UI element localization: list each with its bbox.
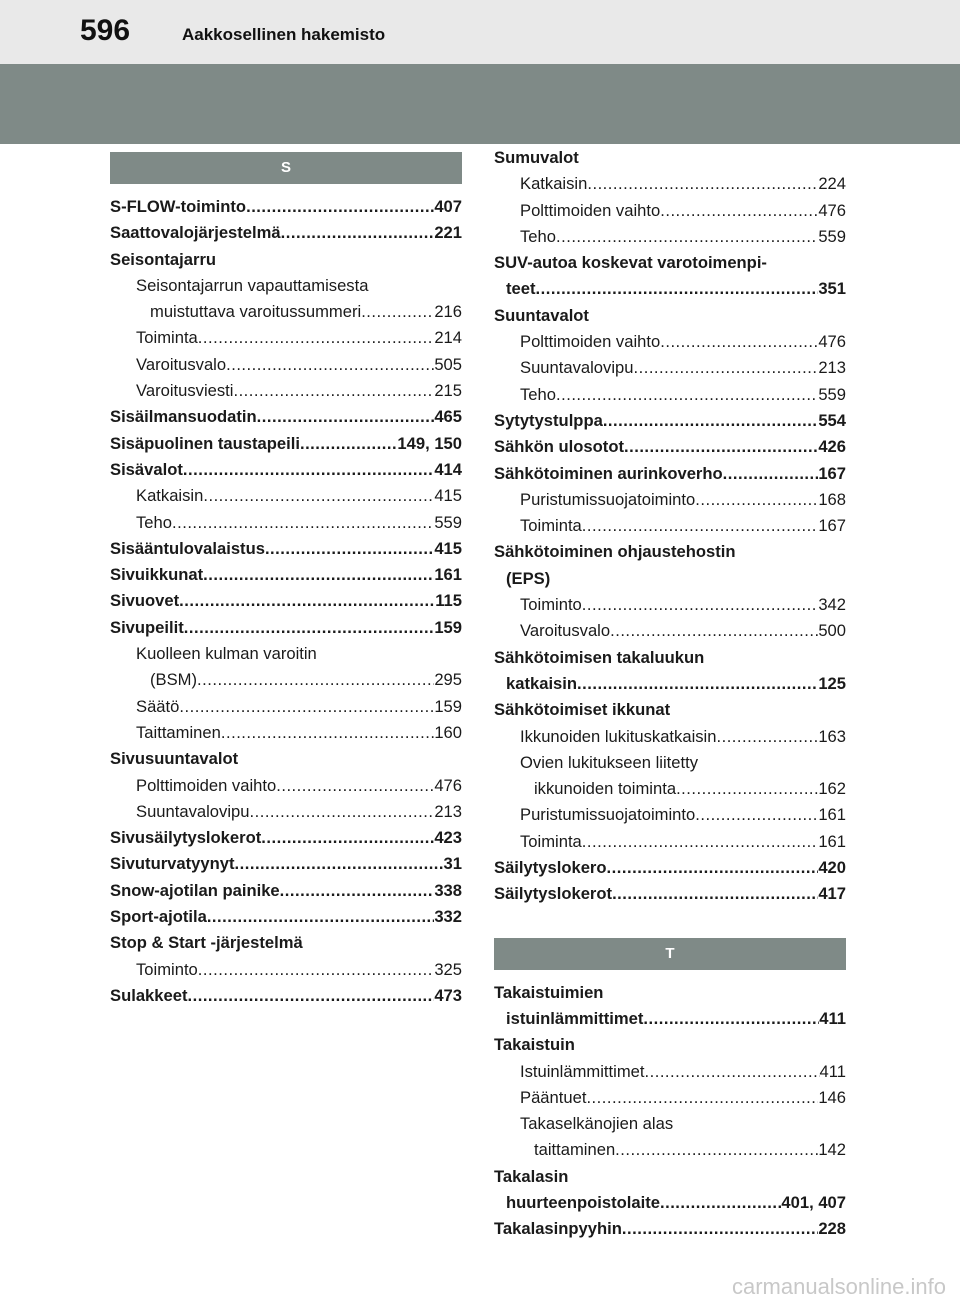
index-entry-text: Sähkötoimiset ikkunat [494,700,671,720]
index-entry-page: 476 [818,332,846,352]
index-entry [110,483,462,509]
dot-leader [257,404,435,430]
index-entry [494,855,846,881]
index-entry-page: 228 [818,1219,846,1239]
index-entry [494,1137,846,1163]
index-list-t [494,980,846,1243]
index-entry [494,881,846,907]
index-entry [110,431,462,457]
index-entry-text: Takaistuimien [494,982,604,1002]
index-entry-page: 465 [434,407,462,427]
page-header [0,0,960,64]
index-entry-text: Sivuturvatyynyt [110,854,235,874]
index-entry-text: Polttimoiden vaihto [136,775,277,795]
index-entry-text: Istuinlämmittimet [520,1061,645,1081]
index-entry [494,198,846,224]
dot-leader [183,457,434,483]
dot-leader [582,829,819,855]
index-entry [110,536,462,562]
dot-leader [179,588,435,614]
index-entry [494,539,846,565]
index-entry-page: 163 [818,726,846,746]
index-entry-text: Taittaminen [136,722,221,742]
index-entry-text: istuinlämmittimet [506,1008,644,1028]
index-entry-text: Sähkön ulosotot [494,437,624,457]
index-entry-page: 473 [434,985,462,1005]
page-title: Aakkosellinen hakemisto [182,25,386,44]
index-entry-page: 215 [434,381,462,401]
index-entry-text: Varoitusviesti [136,381,234,401]
index-entry-page: 332 [434,907,462,927]
index-entry-text: Varoitusvalo [520,621,611,641]
dot-leader [676,776,818,802]
dot-leader [582,513,819,539]
index-entry [494,487,846,513]
index-entry [494,776,846,802]
index-entry-text: katkaisin [506,673,578,693]
index-entry-text: Säilytyslokerot [494,884,613,904]
dot-leader [246,194,434,220]
dot-leader [280,878,435,904]
dot-leader [233,378,434,404]
dot-leader [660,1190,781,1216]
index-entry [110,247,462,273]
index-entry-page: 161 [818,805,846,825]
index-entry-page: 125 [818,673,846,693]
index-entry [494,802,846,828]
index-entry-text: teet [506,279,536,299]
index-entry [494,513,846,539]
dot-leader [587,171,818,197]
index-entry [494,1059,846,1085]
index-entry-page: 162 [818,779,846,799]
dot-leader [226,352,434,378]
index-entry-text: Kuolleen kulman varoitin [136,644,317,664]
index-entry-page: 411 [819,1008,846,1028]
index-entry-text: Sisäpuolinen taustapeili [110,433,300,453]
dot-leader [261,825,434,851]
index-entry [110,851,462,877]
index-entry-page: 167 [818,463,846,483]
index-entry-text: Teho [520,226,556,246]
index-entry-text: Polttimoiden vaihto [520,332,661,352]
index-entry-text: Sisääntulovalaistus [110,538,265,558]
index-entry-text: Stop & Start -järjestelmä [110,933,303,953]
dot-leader [603,408,819,434]
index-entry-page: 423 [434,828,462,848]
dot-leader [536,276,819,302]
index-entry-text: Sivupeilit [110,617,184,637]
index-entry [494,618,846,644]
index-entry-page: 559 [818,384,846,404]
index-entry-page: 221 [434,223,462,243]
index-entry [494,382,846,408]
dot-leader [624,434,818,460]
dot-leader [633,355,818,381]
index-entry [110,615,462,641]
index-entry-page: 411 [819,1061,846,1081]
index-entry-text: ikkunoiden toiminta [534,779,677,799]
index-entry [110,352,462,378]
index-entry-text: Sumuvalot [494,148,579,167]
index-entry-page: 426 [818,437,846,457]
index-entry [494,276,846,302]
dot-leader [235,851,444,877]
index-entry-text: Sivuikkunat [110,565,204,585]
index-entry-text: Takalasin [494,1166,569,1186]
index-entry-text: Sulakkeet [110,985,188,1005]
index-entry-text: Suuntavalot [494,305,589,325]
dot-leader [249,799,434,825]
index-entry [494,303,846,329]
index-entry [110,720,462,746]
index-column-left [110,152,462,1009]
index-entry [110,904,462,930]
index-entry [494,1006,846,1032]
index-entry [494,697,846,723]
index-entry-page: 161 [818,831,846,851]
dot-leader [172,510,434,536]
index-entry [494,461,846,487]
index-entry-text: taittaminen [534,1140,616,1160]
index-entry-text: Ikkunoiden lukituskatkaisin [520,726,717,746]
index-entry-page: 149, 150 [397,433,462,453]
index-entry-text: Teho [136,512,172,532]
index-entry-page: 159 [434,696,462,716]
index-entry [494,408,846,434]
index-entry-text: Seisontajarru [110,249,217,269]
index-entry-page: 407 [434,197,462,216]
dot-leader [187,983,434,1009]
dot-leader [615,1137,818,1163]
dot-leader [179,694,434,720]
index-entry-page: 414 [434,459,462,479]
dot-leader [221,720,434,746]
dot-leader [556,382,818,408]
index-entry-text: Takaistuin [494,1035,575,1055]
dot-leader [281,220,435,246]
index-entry-page: 159 [434,617,462,637]
index-entry-page: 415 [434,538,462,558]
page-number: 596 [80,14,131,47]
dot-leader [607,855,819,881]
index-entry-page: 295 [434,670,462,690]
index-entry-text: Sisävalot [110,459,183,479]
dot-leader [203,483,434,509]
section-header-t: T [494,938,846,970]
index-entry-text: Sytytystulppa [494,410,603,430]
index-entry-page: 213 [818,358,846,378]
dot-leader [276,773,434,799]
index-entry [110,273,462,299]
dot-leader [695,487,818,513]
index-entry [110,299,462,325]
index-entry [494,1164,846,1190]
index-entry-page: 505 [434,354,462,374]
index-entry-page: 214 [434,328,462,348]
index-entry-page: 351 [818,279,846,299]
index-entry [110,457,462,483]
dot-leader [361,299,434,325]
header-band [0,64,960,144]
index-entry-page: 325 [434,959,462,979]
index-entry [110,983,462,1009]
index-entry-text: Sähkötoiminen ohjaustehostin [494,542,736,562]
dot-leader [644,1059,819,1085]
dot-leader [723,461,819,487]
index-entry-text: Teho [520,384,556,404]
dot-leader [660,198,818,224]
index-entry [110,746,462,772]
index-entry [494,355,846,381]
index-entry-text: Sivusäilytyslokerot [110,828,262,848]
index-entry-text: SUV-autoa koskevat varotoimenpi- [494,253,767,273]
index-list-s-right [494,145,846,908]
index-entry-text: Takalasinpyyhin [494,1219,622,1239]
index-entry-text: (BSM) [150,670,198,690]
index-entry-text: Suuntavalovipu [136,801,250,821]
index-entry-text: Sivuovet [110,591,180,611]
index-entry-page: 213 [434,801,462,821]
index-entry-page: 500 [818,621,846,641]
index-entry-text: Seisontajarrun vapauttamisesta [136,275,369,295]
watermark: carmanualsonline.info [731,1274,946,1299]
index-entry-text: Puristumissuojatoiminto [520,805,696,825]
dot-leader [610,618,818,644]
index-entry-text: Suuntavalovipu [520,358,634,378]
index-entry-text: Toiminto [520,595,582,615]
index-entry-page: 31 [443,854,462,874]
index-entry-text: Katkaisin [136,486,204,506]
index-entry [110,825,462,851]
index-entry [110,957,462,983]
index-entry-page: 401, 407 [781,1192,846,1212]
index-entry [494,671,846,697]
index-entry [110,220,462,246]
index-entry-text: Varoitusvalo [136,354,227,374]
index-entry-text: muistuttava varoitussummeri [150,302,362,322]
index-entry-page: 342 [818,595,846,615]
index-entry-text: Takaselkänojien alas [520,1114,674,1134]
index-entry [494,724,846,750]
index-column-right [494,145,846,1243]
section-header-s: S [110,152,462,184]
index-entry-page: 417 [818,884,846,904]
index-entry-page: 559 [818,226,846,246]
dot-leader [612,881,818,907]
dot-leader [198,957,435,983]
index-entry-text: Toiminta [520,516,582,536]
index-entry [494,329,846,355]
index-entry [494,171,846,197]
dot-leader [207,904,435,930]
index-entry [494,592,846,618]
dot-leader [695,802,818,828]
index-entry-text: Ovien lukitukseen liitetty [520,752,699,772]
dot-leader [716,724,818,750]
index-entry [494,750,846,776]
index-entry-page: 168 [818,489,846,509]
index-entry-text: Puristumissuojatoiminto [520,489,696,509]
index-entry [110,930,462,956]
index-entry [494,145,846,171]
index-entry [110,667,462,693]
index-entry [494,980,846,1006]
index-entry [494,1111,846,1137]
index-entry [110,404,462,430]
index-entry-text: (EPS) [506,568,551,588]
index-entry [110,378,462,404]
index-entry-page: 167 [818,516,846,536]
index-entry-text: Toiminta [136,328,198,348]
index-entry-text: Polttimoiden vaihto [520,200,661,220]
index-entry-page: 161 [434,565,462,585]
index-entry [494,1032,846,1058]
index-entry [110,510,462,536]
dot-leader [577,671,818,697]
index-entry-page: 115 [435,591,462,611]
index-entry-page: 216 [434,302,462,322]
dot-leader [300,431,397,457]
index-entry-text: Saattovalojärjestelmä [110,223,281,243]
dot-leader [197,667,434,693]
index-entry-text: huurteenpoistolaite [506,1192,660,1212]
index-entry-page: 142 [818,1140,846,1160]
index-entry-text: Säätö [136,696,180,716]
index-entry-text: Sähkötoimisen takaluukun [494,647,705,667]
index-entry-text: Sähkötoiminen aurinkoverho [494,463,723,483]
index-entry-text: Toiminta [520,831,582,851]
index-list-s-left [110,194,462,1009]
index-entry-text: Katkaisin [520,174,588,194]
dot-leader [556,224,818,250]
index-entry [110,773,462,799]
index-entry-text: Pääntuet [520,1087,587,1107]
index-entry [494,1085,846,1111]
dot-leader [660,329,818,355]
index-entry [110,325,462,351]
dot-leader [643,1006,819,1032]
index-entry-page: 224 [818,174,846,194]
index-entry [110,878,462,904]
dot-leader [586,1085,818,1111]
index-entry [110,641,462,667]
index-entry [494,434,846,460]
index-entry-page: 554 [818,410,846,430]
index-entry [494,645,846,671]
index-entry-text: Toiminto [136,959,198,979]
index-entry-page: 160 [434,722,462,742]
dot-leader [265,536,434,562]
index-entry [494,1190,846,1216]
index-entry [110,694,462,720]
dot-leader [203,562,434,588]
index-entry [110,799,462,825]
dot-leader [198,325,435,351]
index-entry [110,194,462,220]
index-entry-page: 420 [818,858,846,878]
index-entry [494,1216,846,1242]
index-entry-text: Sisäilmansuodatin [110,407,257,427]
index-entry [110,588,462,614]
index-entry-text: Sport-ajotila [110,907,207,927]
index-entry [494,829,846,855]
index-entry-text: S-FLOW-toiminto [110,197,247,216]
index-entry [110,562,462,588]
dot-leader [622,1216,818,1242]
index-entry [494,250,846,276]
index-entry-text: Sivusuuntavalot [110,749,239,769]
index-entry-page: 338 [434,880,462,900]
index-entry-page: 415 [434,486,462,506]
index-entry-page: 146 [818,1087,846,1107]
index-entry [494,224,846,250]
index-entry-page: 559 [434,512,462,532]
index-entry-page: 476 [818,200,846,220]
index-entry-text: Säilytyslokero [494,858,607,878]
dot-leader [582,592,819,618]
dot-leader [184,615,435,641]
index-entry-text: Snow-ajotilan painike [110,880,280,900]
index-entry [494,566,846,592]
index-entry-page: 476 [434,775,462,795]
